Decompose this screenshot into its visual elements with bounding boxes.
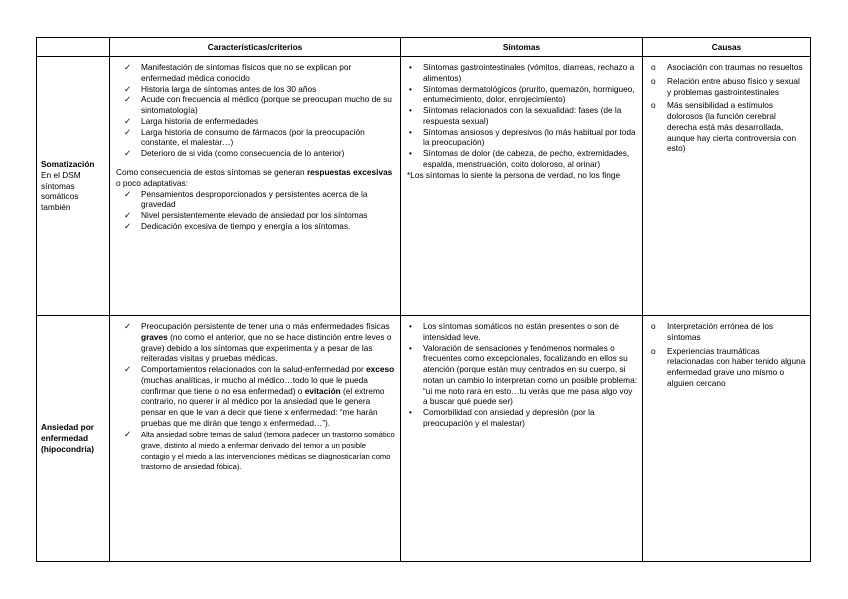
check-icon: ✓ bbox=[124, 126, 131, 137]
symptoms-cell bbox=[401, 316, 643, 562]
header-causes: Causas bbox=[643, 38, 811, 57]
list-item: ✓ Manifestación de síntomas físicos que no se explican por enfermedad médica conocido bbox=[124, 62, 352, 83]
check-icon: ✓ bbox=[124, 83, 131, 94]
bullet-icon: • bbox=[409, 148, 412, 159]
list-item: ✓ Alta ansiedad sobre temas de salud (temora padecer un trastorno somático grave, distinto al miedo a enfermar derivado del temor a un posible contagio y el miedo a las intervenciones médicas se diagnosticarían como trastorno de ansiedad fóbica). bbox=[124, 428, 395, 472]
criteria-cell bbox=[110, 316, 401, 562]
check-icon: ✓ bbox=[124, 321, 131, 331]
symptoms-list bbox=[407, 321, 638, 429]
check-icon: ✓ bbox=[124, 94, 131, 105]
row-label-hypochondria bbox=[37, 316, 110, 562]
list-item: ✓ Pensamientos desproporcionados y persistentes acerca de la gravedad bbox=[124, 188, 368, 210]
symptoms-cell bbox=[401, 57, 643, 316]
causes-list bbox=[649, 321, 806, 389]
check-icon: ✓ bbox=[124, 188, 131, 199]
header-empty bbox=[37, 38, 110, 57]
list-item: o Relación entre abuso físico y sexual y problemas gastrointestinales bbox=[651, 75, 800, 97]
comparison-table bbox=[36, 37, 811, 562]
symptoms-list bbox=[407, 62, 638, 170]
header-row bbox=[37, 38, 811, 57]
check-icon: ✓ bbox=[124, 364, 131, 375]
list-item: • Síntomas gastrointestinales (vómitos, diarreas, rechazo a alimentos) bbox=[409, 62, 635, 83]
check-icon: ✓ bbox=[124, 62, 131, 72]
symptoms-note: *Los síntomas lo siente la persona de verdad, no los finge bbox=[407, 169, 621, 180]
table-row bbox=[37, 316, 811, 562]
list-item: o Asociación con traumas no resueltos bbox=[651, 62, 803, 72]
criteria-list bbox=[116, 62, 396, 159]
list-item: • Síntomas relacionados con la sexualidad: fases (de la respuesta sexual) bbox=[409, 105, 622, 126]
causes-cell bbox=[643, 316, 811, 562]
list-item: o Experiencias traumáticas relacionadas con haber tenido alguna enfermedad grave uno mismo o alguien cercano bbox=[651, 345, 806, 388]
list-item: • Síntomas dermatológicos (prurito, quemazón, hormigueo, entumecimiento, dolor, enrojecimiento) bbox=[409, 83, 635, 105]
list-item: ✓ Preocupación persistente de tener una o más enfermedades físicas graves (no como el anterior, que no se hace distinción entre leves o grave) debido a los síntomas que experimenta y a pesar de las reiteradas visitas y pruebas médicas. bbox=[124, 321, 392, 364]
list-item: ✓ Nivel persistentemente elevado de ansiedad por los síntomas bbox=[124, 210, 368, 221]
bullet-icon: • bbox=[409, 126, 412, 137]
list-item: ✓ Comportamientos relacionados con la salud-enfermedad por exceso (muchas analíticas, ir mucho al médico…todo lo que le pueda confirmar que tiene o no esa enfermedad) o evitación (el extremo contrario, no querer ir al médico por la ansiedad que le genera pensar en que le van a decir que tiene x enfermedad: “me harán pruebas que me dirán que tengo x enfermedad…”). bbox=[124, 364, 395, 429]
circle-bullet-icon: o bbox=[651, 321, 656, 331]
check-icon: ✓ bbox=[124, 210, 131, 221]
list-item: ✓ Historia larga de síntomas antes de los 30 años bbox=[124, 83, 317, 94]
bullet-icon: • bbox=[409, 105, 412, 116]
list-item: ✓ Larga historia de consumo de fármacos (por la preocupación constante, el malestar…) bbox=[124, 126, 365, 148]
bullet-icon: • bbox=[409, 321, 412, 331]
bullet-icon: • bbox=[409, 83, 412, 94]
circle-bullet-icon: o bbox=[651, 75, 656, 86]
row-subtitle: En el DSM síntomas somáticos también bbox=[41, 169, 81, 213]
circle-bullet-icon: o bbox=[651, 62, 656, 72]
list-item: • Comorbilidad con ansiedad y depresión (por la preocupación y el malestar) bbox=[409, 407, 595, 429]
list-item: o Interpretación errónea de los síntomas bbox=[651, 321, 774, 342]
consequence-list bbox=[116, 189, 396, 232]
check-icon: ✓ bbox=[124, 428, 131, 439]
list-item: ✓ Deterioro de si vida (como consecuencia de lo anterior) bbox=[124, 148, 345, 159]
list-item: • Síntomas de dolor (de cabeza, de pecho, extremidades, espalda, menstruación, coito doloroso, al orinar) bbox=[409, 148, 630, 170]
header-characteristics: Características/criterios bbox=[110, 38, 401, 57]
circle-bullet-icon: o bbox=[651, 345, 656, 356]
causes-cell bbox=[643, 57, 811, 316]
bullet-icon: • bbox=[409, 342, 412, 353]
list-item: • Valoración de sensaciones y fenómenos normales o frecuentes como excepcionales, focalizando en ellos su atención (porque están muy centrados en su cuerpo, si notan un cambio lo interpretan como un posible problema: “ui me noto rara en esto…tu verás que me pasa algo voy a buscar qué puede ser) bbox=[409, 342, 638, 407]
row-label-somatization bbox=[37, 57, 110, 316]
row-title: Ansiedad por enfermedad (hipocondría) bbox=[41, 422, 95, 454]
consequence-paragraph: Como consecuencia de estos síntomas se generan respuestas excesivas o poco adaptativas: bbox=[116, 167, 393, 188]
criteria-cell bbox=[110, 57, 401, 316]
list-item: ✓ Dedicación excesiva de tiempo y energía a los síntomas. bbox=[124, 220, 351, 231]
circle-bullet-icon: o bbox=[651, 100, 656, 111]
list-item: ✓ Acude con frecuencia al médico (porque se preocupan mucho de su sintomatología) bbox=[124, 94, 392, 116]
header-symptoms: Síntomas bbox=[401, 38, 643, 57]
check-icon: ✓ bbox=[124, 148, 131, 159]
table-row bbox=[37, 57, 811, 316]
list-item: o Más sensibilidad a estímulos dolorosos (la función cerebral derecha está más desarrollada, aunque hay cierta controversia con esto) bbox=[651, 100, 797, 154]
bullet-icon: • bbox=[409, 62, 412, 72]
causes-list bbox=[649, 62, 806, 154]
list-item: • Los síntomas somáticos no están presentes o son de intensidad leve. bbox=[409, 321, 620, 342]
criteria-list bbox=[116, 321, 396, 472]
check-icon: ✓ bbox=[124, 220, 131, 231]
bullet-icon: • bbox=[409, 407, 412, 418]
list-item: • Síntomas ansiosos y depresivos (lo más habitual por toda la preocupación) bbox=[409, 126, 636, 148]
list-item: ✓ Larga historia de enfermedades bbox=[124, 115, 259, 126]
check-icon: ✓ bbox=[124, 115, 131, 126]
row-title: Somatización bbox=[41, 159, 95, 170]
